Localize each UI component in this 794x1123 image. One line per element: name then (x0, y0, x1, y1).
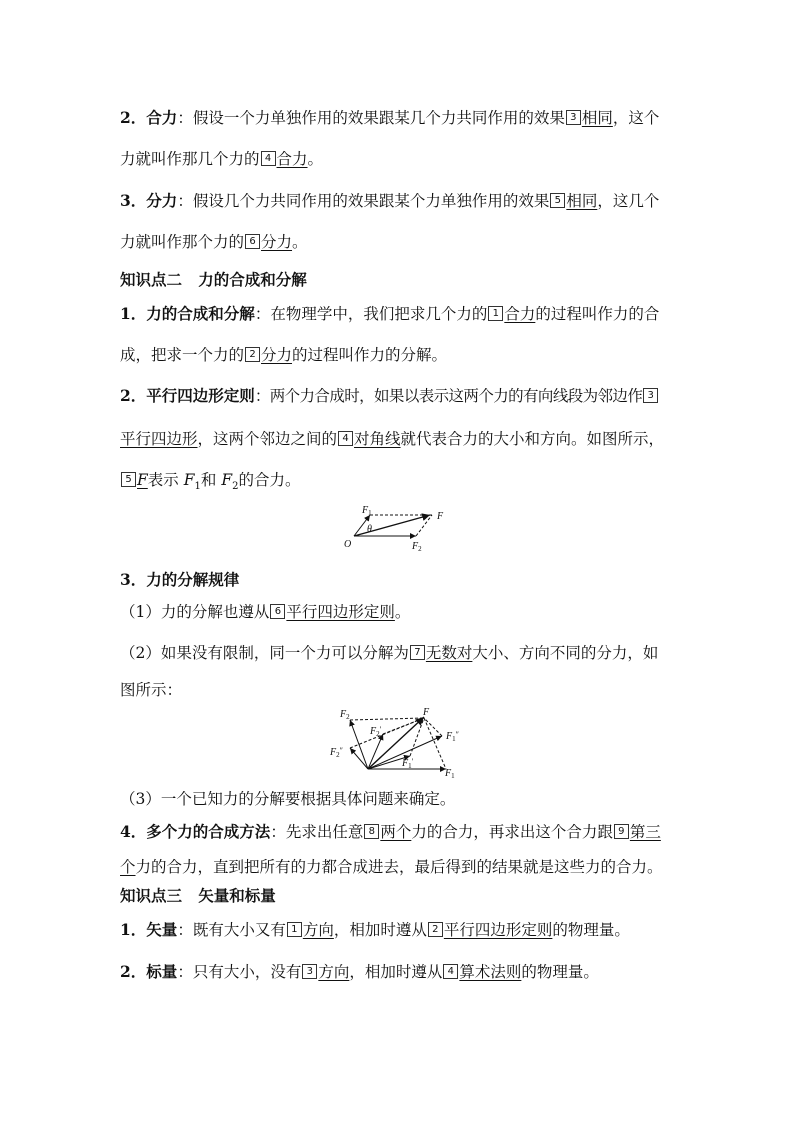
text: 力的合力，直到把所有的力都合成进去，最后得到的结果就是这些力的合力。 (135, 858, 663, 876)
text: 图所示： (120, 681, 183, 699)
answer-blank: 方向 (318, 963, 350, 981)
paragraph-parallelogram-rule-cont (120, 429, 664, 449)
term: 多个力的合成方法 (146, 822, 271, 841)
answer-blank: 第三 (629, 823, 661, 841)
section-subtitle: 矢量和标量 (198, 886, 276, 905)
paragraph-resultant-force-cont (120, 149, 323, 169)
answer-blank: 平行四边形定则 (286, 603, 395, 621)
text: ，这几个 (597, 192, 660, 210)
text: ：两个力合成时，如果以表示这两个力的有向线段为邻边作 (254, 387, 643, 405)
answer-marker: 3 (302, 964, 317, 979)
text: 的物理量。 (552, 921, 630, 939)
paragraph-composition (120, 304, 659, 324)
answer-blank: 相同 (566, 192, 598, 210)
dashed-edge (350, 718, 424, 748)
section-heading (120, 270, 307, 290)
subscript: 1 (194, 481, 201, 493)
label-f2: $F_2$ (412, 541, 422, 553)
term: 平行四边形定则 (146, 386, 255, 405)
section-subtitle: 力的合成和分解 (198, 270, 307, 289)
text: 力就叫作那几个力的 (120, 150, 260, 168)
term: 分力 (146, 191, 178, 210)
label-f: F (423, 707, 430, 718)
term: 标量 (146, 962, 178, 981)
answer-blank: 分力 (261, 233, 293, 251)
answer-marker: 6 (245, 234, 260, 249)
term: 矢量 (146, 920, 178, 939)
answer-marker: 6 (270, 604, 285, 619)
paragraph-component-force-cont (120, 232, 308, 252)
paragraph-resultant-force (120, 108, 659, 128)
text: ，相加时遵从 (333, 921, 427, 939)
section-title: 知识点二 (120, 270, 183, 289)
label-f2: $F_2$ (340, 709, 350, 721)
answer-blank: 个 (120, 858, 136, 876)
paragraph-multiple-forces (120, 822, 661, 842)
paragraph-rule-2-cont (120, 680, 182, 700)
label-theta: θ (367, 524, 372, 535)
label-f: F (437, 511, 444, 522)
vector-f2-dprime (350, 748, 368, 769)
decomposition-figure (328, 706, 468, 778)
text: ：假设一个力单独作用的效果跟某几个力共同作用的效果 (177, 109, 565, 127)
answer-marker: 3 (643, 388, 658, 403)
item-number: 2． (120, 386, 147, 405)
text: ：既有大小又有 (177, 921, 286, 939)
answer-blank: 算术法则 (459, 963, 522, 981)
text: 表示 (147, 471, 179, 489)
text: 。 (292, 233, 308, 251)
item-number: 3． (120, 191, 147, 210)
label-f1-dprime: $F_1''$ (446, 730, 459, 743)
answer-blank: 合力 (504, 305, 536, 323)
paragraph-parallelogram-rule (120, 386, 659, 406)
item-number: 4． (120, 822, 147, 841)
answer-blank: F (137, 471, 148, 489)
paragraph-parallelogram-rule-cont2 (120, 470, 300, 497)
item-number: 2． (120, 962, 147, 981)
answer-marker: 2 (428, 922, 443, 937)
paragraph-rule-2 (120, 643, 658, 663)
answer-marker: 4 (443, 964, 458, 979)
answer-marker: 1 (287, 922, 302, 937)
answer-marker: 9 (614, 824, 629, 839)
dashed-edge (350, 718, 424, 720)
answer-marker: 4 (338, 431, 353, 446)
answer-blank: 相同 (581, 109, 613, 127)
answer-marker: 3 (566, 110, 581, 125)
text: （2）如果没有限制，同一个力可以分解为 (120, 644, 409, 662)
paragraph-component-force (120, 191, 659, 211)
answer-blank: 分力 (261, 346, 293, 364)
answer-marker: 5 (121, 472, 136, 487)
vector-f2 (350, 720, 368, 769)
symbol: F (183, 471, 195, 489)
text: 。 (307, 150, 324, 168)
vector-f (368, 717, 424, 769)
term: 合力 (146, 108, 178, 127)
subscript: 2 (232, 481, 239, 493)
text: 的过程叫作力的分解。 (292, 346, 448, 364)
text: ：只有大小，没有 (177, 963, 302, 981)
item-number: 3． (120, 570, 147, 589)
label-f1-prime: $F_1'$ (402, 757, 414, 770)
label-f2-dprime: $F_2''$ (330, 746, 343, 759)
dashed-edge (424, 718, 442, 736)
text: ：假设几个力共同作用的效果跟某个力单独作用的效果 (177, 192, 550, 210)
text: ：在物理学中，我们把求几个力的 (254, 305, 488, 323)
text: 和 (200, 471, 217, 489)
item-number: 1． (120, 920, 147, 939)
text: 的过程叫作力的合 (535, 305, 660, 323)
answer-blank: 两个 (380, 823, 412, 841)
answer-blank: 合力 (276, 150, 308, 168)
text: 的物理量。 (521, 963, 599, 981)
answer-blank: 平行四边形 (120, 430, 198, 448)
text: ，这个 (612, 109, 660, 127)
answer-blank: 方向 (302, 921, 334, 939)
paragraph-multiple-forces-cont (120, 857, 663, 877)
label-o: O (344, 539, 352, 550)
paragraph-vector (120, 920, 630, 940)
answer-marker: 7 (410, 645, 425, 660)
answer-blank: 平行四边形定则 (443, 921, 553, 939)
answer-marker: 8 (364, 824, 379, 839)
label-f1: $F_1$ (362, 505, 372, 517)
text: ，相加时遵从 (349, 963, 443, 981)
answer-marker: 2 (245, 347, 260, 362)
term: 力的合成和分解 (146, 304, 255, 323)
paragraph-scalar (120, 962, 599, 982)
paragraph-rule-3 (120, 789, 455, 809)
label-f1: $F_1$ (445, 768, 455, 778)
label-f2-prime: $F_2'$ (370, 725, 382, 738)
text: 。 (394, 603, 411, 621)
text: 成，把求一个力的 (120, 346, 245, 364)
text: ：先求出任意 (270, 823, 364, 841)
text: （3）一个已知力的分解要根据具体问题来确定。 (120, 790, 456, 808)
text: ，这两个邻边之间的 (197, 430, 338, 448)
item-number: 1． (120, 304, 147, 323)
answer-blank: 对角线 (354, 430, 401, 448)
answer-marker: 5 (550, 193, 565, 208)
dashed-edge (424, 718, 446, 769)
text: 就代表合力的大小和方向。如图所示， (400, 430, 665, 448)
term: 力的分解规律 (146, 570, 240, 589)
paragraph-composition-cont (120, 345, 447, 365)
paragraph-rule-1 (120, 602, 410, 622)
paragraph-decomposition-rules (120, 570, 239, 590)
text: 的合力。 (238, 471, 301, 489)
text: 力就叫作那个力的 (120, 233, 245, 251)
symbol: F (221, 471, 233, 489)
text: 大小、方向不同的分力，如 (472, 644, 659, 662)
section-heading (120, 886, 276, 906)
text: （1）力的分解也遵从 (120, 603, 270, 621)
vector-resultant (354, 515, 430, 536)
answer-blank: 无数对 (425, 644, 473, 662)
answer-marker: 1 (488, 306, 503, 321)
answer-marker: 4 (261, 151, 276, 166)
section-title: 知识点三 (120, 886, 183, 905)
text: 力的合力，再求出这个合力跟 (411, 823, 613, 841)
parallelogram-figure (340, 502, 460, 558)
item-number: 2． (120, 108, 147, 127)
